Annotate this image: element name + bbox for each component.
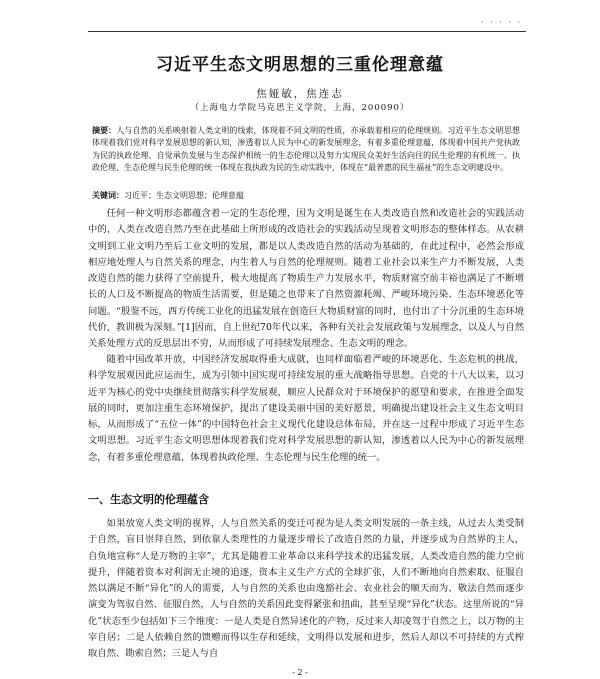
keywords-label: 关键词：: [92, 190, 124, 200]
keywords: [92, 189, 520, 202]
header-marks: · · · · ·: [481, 18, 522, 27]
keywords-text: 习近平；生态文明思想；伦理意蕴: [124, 191, 244, 200]
article-affiliation: （上海电力学院马克思主义学院，上海，200090）: [190, 103, 410, 113]
body-paragraph-2: 随着中国改革开放，中国经济发展取得重大成就，也同样面临着严峻的环境恶化、生态危机的挑战，科学发展观因此应运而生，成为引领中国实现可持续发展的重大战略指导思想。自党的十八大以来，以习近平为核心的党中央继续贯彻落实科学发展观，顺应人民群众对于环境保护的愿望和要求，在推进全面发展的同时，更加注重生态环境保护，提出了建设美丽中国的美好愿景，明确提出建设社会主义生态文明目标，从而形成了“五位一体”的中国特色社会主义现代化建设总体布局，并在这一过程中形成了习近平生态文明思想。习近平生态文明思想体现着我们党对科学发展思想的新认知，渗透着以人民为中心的新发展理念，有着多重伦理意蕴，体现着执政伦理、生态伦理与民生伦理的统一。: [88, 354, 524, 463]
abstract: [92, 124, 520, 187]
body-paragraph-1: 任何一种文明形态都蕴含着一定的生态伦理，因为文明是诞生在人类改造自然和改造社会的实践活动中的，人类在改造自然乃至在此基础上所形成的改造社会的实践活动呈现着文明形态的整体样态。从农耕文明到工业文明乃至后工业文明的发展，都是以人类改造自然的活动为基础的，在此过程中，必然会形成相应地处理人与自然关系的理念，内生着人与自然的伦理规则。随着工业社会以来生产力不断发展，人类改造自然的能力获得了空前提升，极大地提高了物质生产力发展水平，物质财富空前丰裕也满足了不断增长的人口及不断提高的物质生活需要，但是随之也带来了自然资源耗竭、严峻环境污染、生态环境恶化等问题。“殷鉴不远，西方传统工业化的迅猛发展在创造巨大物质财富的同时，也付出了十分沉重的生态环境代价，教训极为深刻。”[1]因而，自上世纪70年代以来，各种有关社会发展政策与发展理念，以及人与自然关系处理方式的反思层出不穷，从而形成了可持续发展理念、生态文明的理念。: [88, 208, 524, 350]
article-authors: 焦娅敏，焦连志: [256, 88, 344, 100]
abstract-label: 摘要：: [92, 125, 117, 135]
article-title: 习近平生态文明思想的三重伦理意蕴: [156, 55, 444, 75]
abstract-text: 人与自然的关系映射着人类文明的线索，体现着不同文明的性质，亦承载着相应的伦理规则。习近平生态文明思想体现着我们党对科学发展思想的新认知，渗透着以人民为中心的新发展理念，有着多重伦理意蕴，体现着中国共产党执政为民的执政伦理、自觉承负发展与生态保护相统一的生态伦理以及努力实现民众美好生活向往的民生伦理的有机统一。执政伦理、生态伦理与民生伦理的统一体现在我执政为民的生动实践中，体现在“最普惠的民生福祉”的生态文明建设中。: [92, 126, 520, 172]
section-heading-1: 一、生态文明的伦理蕴含: [88, 493, 209, 506]
body-paragraph-3: 如果放宽人类文明的视界，人与自然关系的变迁可视为是人类文明发展的一条主线，从过去人类受制于自然，盲目崇拜自然，到依靠人类理性的力量逐步增长了改造自然的力量，并逐步成为自然界的主人，自负地宣称“人是万物的主宰”，尤其是随着工业革命以来科学技术的迅猛发展，人类改造自然的能力空前提升，伴随着资本对利润无止境的追逐，资本主义生产方式的全球扩张，人们不断地向自然索取、征服自然以满足不断“异化”的人的需要，人与自然的关系也由逸豁社会、农业社会的顺天而为、敬法自然而逐步演变为驾驭自然、征服自然，人与自然的关系因此变得紧张和扭曲，甚至呈现“异化”状态。这里所说的“异化”状态至少包括如下三个维度：一是人类是自然异述化的产物，反过来人却凌驾于自然之上，以万物的主宰自居；二是人依赖自然的馈赠而得以生存和延续，文明得以发展和进步，然后人却以不可持续的方式榨取自然、勘索自然；三是人与自: [88, 518, 524, 660]
header-rule: [88, 31, 526, 32]
page-number: - 2 -: [292, 668, 308, 677]
